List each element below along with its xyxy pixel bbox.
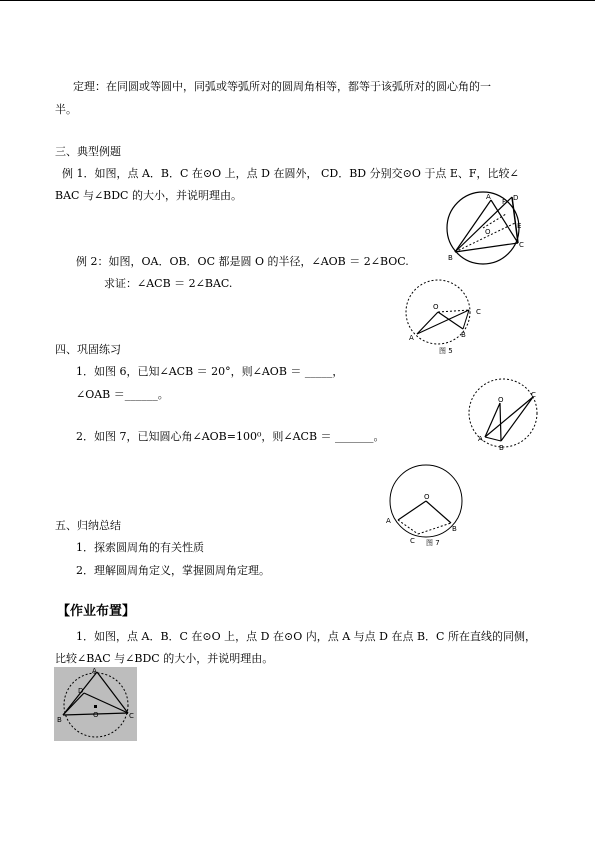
homework-line-1: 1．如图，点 A．B．C 在⊙O 上，点 D 在⊙O 内，点 A 与点 D 在点 B．C 所在直线的同侧， [76, 630, 536, 643]
summary-item-2: 2．理解圆周角定义，掌握圆周角定理。 [76, 564, 270, 577]
figure-example-1 [440, 190, 540, 270]
example-2-line-1: 例 2：如图，OA．OB．OC 都是圆 O 的半径，∠AOB ＝ 2∠BOC. [76, 255, 409, 268]
fig2-label-c: C [476, 308, 481, 316]
fig5-label-a: A [92, 667, 97, 675]
section-heading-practice: 四、巩固练习 [55, 343, 121, 356]
fig4-label-a: A [386, 517, 391, 525]
fig5-label-o: O [93, 711, 99, 719]
theorem-line-1: 定理：在同圆或等圆中，同弧或等弧所对的圆周角相等，都等于该弧所对的圆心角的一 [73, 80, 491, 93]
fig5-label-c: C [129, 712, 134, 720]
fig2-label-o: O [433, 303, 439, 311]
example-1-line-1: 例 1．如图，点 A．B．C 在⊙O 上，点 D 在圆外， CD．BD 分别交⊙O 于点 E、F，比较∠ [62, 167, 519, 180]
fig3-label-o: O [498, 396, 504, 404]
summary-item-1: 1．探索圆周角的有关性质 [76, 541, 204, 554]
figure-practice-1 [465, 375, 545, 455]
homework-heading: 【作业布置】 [57, 604, 136, 619]
section-heading-summary: 五、归纳总结 [55, 519, 121, 532]
fig4-caption: 图 7 [426, 539, 440, 547]
fig4-label-o: O [424, 493, 430, 501]
practice-1-line-1: 1．如图 6，已知∠ACB ＝ 20°，则∠AOB ＝ _____， [76, 365, 344, 378]
fig1-label-a: A [486, 193, 491, 201]
fig4-label-b: B [452, 525, 457, 533]
fig2-caption: 图 5 [439, 347, 453, 355]
fig2-label-a: A [409, 334, 414, 342]
fig1-label-c: C [519, 241, 524, 249]
example-2-line-2: 求证：∠ACB ＝ 2∠BAC. [104, 277, 233, 290]
fig3-label-a: A [478, 435, 483, 443]
example-1-line-2: BAC 与∠BDC 的大小，并说明理由。 [55, 189, 242, 202]
top-rule [0, 0, 595, 1]
fig1-label-d: D [513, 194, 519, 202]
fig4-label-c: C [410, 537, 415, 545]
fig3-label-b: B [499, 444, 504, 452]
figure-example-2 [405, 282, 485, 357]
practice-2: 2．如图 7，已知圆心角∠AOB=100⁰，则∠ACB ＝ _______。 [76, 430, 385, 443]
fig2-label-b: B [461, 331, 466, 339]
theorem-line-2: 半。 [55, 103, 77, 116]
fig1-label-e: E [517, 222, 522, 230]
fig3-label-c: C [531, 391, 536, 399]
fig5-label-b: B [57, 716, 62, 724]
figure-practice-2 [383, 463, 473, 553]
fig1-label-f: F [502, 198, 507, 206]
practice-1-line-2: ∠OAB ＝______。 [76, 388, 169, 401]
homework-line-2: 比较∠BAC 与∠BDC 的大小，并说明理由。 [55, 652, 274, 665]
fig1-label-o: O [485, 228, 491, 236]
section-heading-examples: 三、典型例题 [55, 145, 121, 158]
fig5-label-d: D [78, 687, 84, 695]
fig1-label-b: B [448, 254, 453, 262]
figure-homework [54, 667, 137, 741]
